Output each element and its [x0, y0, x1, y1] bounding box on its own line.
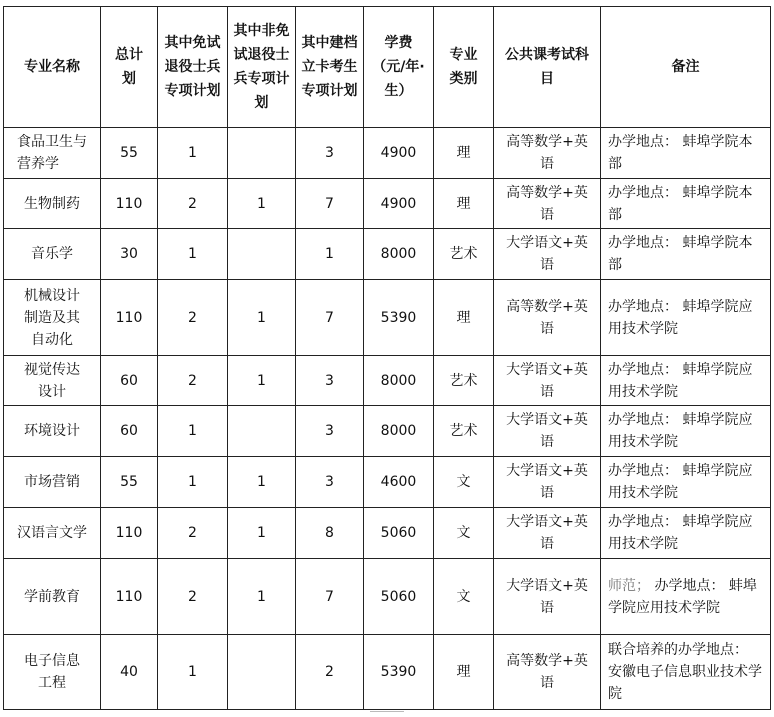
header-total: 总计划 — [101, 7, 158, 128]
cell-total: 110 — [101, 559, 158, 635]
cell-fee: 8000 — [364, 356, 434, 406]
cell-total: 60 — [101, 406, 158, 457]
cell-subjects: 高等数学+英语 — [494, 128, 601, 179]
cell-subjects: 大学语文+英语 — [494, 559, 601, 635]
cell-total: 60 — [101, 356, 158, 406]
cell-fee: 4600 — [364, 457, 434, 508]
cell-nonfree: 1 — [228, 559, 296, 635]
header-fee: 学费（元/年·生） — [364, 7, 434, 128]
cell-nonfree: 1 — [228, 356, 296, 406]
cell-poverty: 2 — [296, 635, 364, 710]
cell-major: 生物制药 — [4, 179, 101, 229]
page-edge-mark — [370, 711, 404, 716]
cell-subjects: 高等数学+英语 — [494, 635, 601, 710]
cell-note: 办学地点： 蚌埠学院应用技术学院 — [601, 280, 771, 356]
table-row — [4, 559, 771, 635]
cell-nonfree — [228, 635, 296, 710]
header-row — [4, 7, 771, 128]
cell-subjects: 大学语文+英语 — [494, 406, 601, 457]
cell-total: 110 — [101, 179, 158, 229]
cell-fee: 5390 — [364, 280, 434, 356]
cell-subjects: 大学语文+英语 — [494, 356, 601, 406]
cell-fee: 8000 — [364, 406, 434, 457]
header-free-veterans: 其中免试退役士兵专项计划 — [158, 7, 228, 128]
table-row — [4, 508, 771, 559]
cell-free: 1 — [158, 128, 228, 179]
cell-total: 110 — [101, 508, 158, 559]
cell-subjects: 高等数学+英语 — [494, 179, 601, 229]
table-row — [4, 356, 771, 406]
cell-free: 1 — [158, 457, 228, 508]
cell-subjects: 大学语文+英语 — [494, 229, 601, 280]
cell-fee: 4900 — [364, 179, 434, 229]
cell-nonfree — [228, 128, 296, 179]
cell-subjects: 大学语文+英语 — [494, 508, 601, 559]
cell-subjects: 高等数学+英语 — [494, 280, 601, 356]
table-row — [4, 229, 771, 280]
enrollment-table — [3, 6, 771, 710]
cell-note: 办学地点： 蚌埠学院应用技术学院 — [601, 406, 771, 457]
cell-category: 理 — [434, 280, 494, 356]
cell-note: 办学地点： 蚌埠学院应用技术学院 — [601, 508, 771, 559]
note-text: 办学地点： 蚌埠学院应用技术学院 — [608, 577, 757, 616]
cell-free: 2 — [158, 280, 228, 356]
table-row — [4, 406, 771, 457]
cell-subjects: 大学语文+英语 — [494, 457, 601, 508]
cell-free: 2 — [158, 356, 228, 406]
cell-poverty: 3 — [296, 406, 364, 457]
cell-nonfree: 1 — [228, 280, 296, 356]
cell-total: 110 — [101, 280, 158, 356]
cell-fee: 5390 — [364, 635, 434, 710]
cell-nonfree: 1 — [228, 508, 296, 559]
cell-category: 文 — [434, 457, 494, 508]
cell-nonfree: 1 — [228, 179, 296, 229]
cell-total: 30 — [101, 229, 158, 280]
cell-poverty: 7 — [296, 280, 364, 356]
header-notes: 备注 — [601, 7, 771, 128]
cell-major: 环境设计 — [4, 406, 101, 457]
cell-poverty: 3 — [296, 128, 364, 179]
cell-major: 食品卫生与营养学 — [4, 128, 101, 179]
cell-total: 55 — [101, 128, 158, 179]
cell-poverty: 7 — [296, 179, 364, 229]
table-row — [4, 128, 771, 179]
header-nonfree-veterans: 其中非免试退役士兵专项计划 — [228, 7, 296, 128]
cell-note: 办学地点： 蚌埠学院应用技术学院 — [601, 356, 771, 406]
cell-fee: 5060 — [364, 559, 434, 635]
cell-major: 电子信息工程 — [4, 635, 101, 710]
cell-category: 理 — [434, 179, 494, 229]
cell-category: 艺术 — [434, 356, 494, 406]
cell-free: 2 — [158, 508, 228, 559]
header-category: 专业类别 — [434, 7, 494, 128]
cell-free: 1 — [158, 635, 228, 710]
cell-major: 市场营销 — [4, 457, 101, 508]
cell-poverty: 8 — [296, 508, 364, 559]
cell-fee: 8000 — [364, 229, 434, 280]
table-row — [4, 635, 771, 710]
cell-poverty: 7 — [296, 559, 364, 635]
cell-free: 1 — [158, 229, 228, 280]
cell-total: 40 — [101, 635, 158, 710]
header-major: 专业名称 — [4, 7, 101, 128]
cell-major: 音乐学 — [4, 229, 101, 280]
cell-category: 文 — [434, 508, 494, 559]
table-row — [4, 179, 771, 229]
cell-major: 机械设计制造及其自动化 — [4, 280, 101, 356]
cell-category: 艺术 — [434, 406, 494, 457]
cell-poverty: 3 — [296, 356, 364, 406]
cell-note: 办学地点： 蚌埠学院本部 — [601, 179, 771, 229]
note-prefix: 师范； — [608, 577, 650, 594]
cell-fee: 5060 — [364, 508, 434, 559]
cell-note — [601, 559, 771, 635]
cell-category: 理 — [434, 128, 494, 179]
cell-nonfree — [228, 406, 296, 457]
table-row — [4, 280, 771, 356]
cell-note: 办学地点： 蚌埠学院应用技术学院 — [601, 457, 771, 508]
header-poverty: 其中建档立卡考生专项计划 — [296, 7, 364, 128]
cell-free: 2 — [158, 559, 228, 635]
cell-category: 艺术 — [434, 229, 494, 280]
cell-category: 理 — [434, 635, 494, 710]
cell-free: 2 — [158, 179, 228, 229]
cell-nonfree: 1 — [228, 457, 296, 508]
cell-note: 办学地点： 蚌埠学院本部 — [601, 128, 771, 179]
cell-total: 55 — [101, 457, 158, 508]
cell-major: 学前教育 — [4, 559, 101, 635]
cell-major: 汉语言文学 — [4, 508, 101, 559]
cell-nonfree — [228, 229, 296, 280]
header-subjects: 公共课考试科目 — [494, 7, 601, 128]
cell-poverty: 3 — [296, 457, 364, 508]
cell-major: 视觉传达设计 — [4, 356, 101, 406]
cell-poverty: 1 — [296, 229, 364, 280]
cell-category: 文 — [434, 559, 494, 635]
cell-note: 联合培养的办学地点： 安徽电子信息职业技术学院 — [601, 635, 771, 710]
cell-note: 办学地点： 蚌埠学院本部 — [601, 229, 771, 280]
cell-fee: 4900 — [364, 128, 434, 179]
table-row — [4, 457, 771, 508]
cell-free: 1 — [158, 406, 228, 457]
